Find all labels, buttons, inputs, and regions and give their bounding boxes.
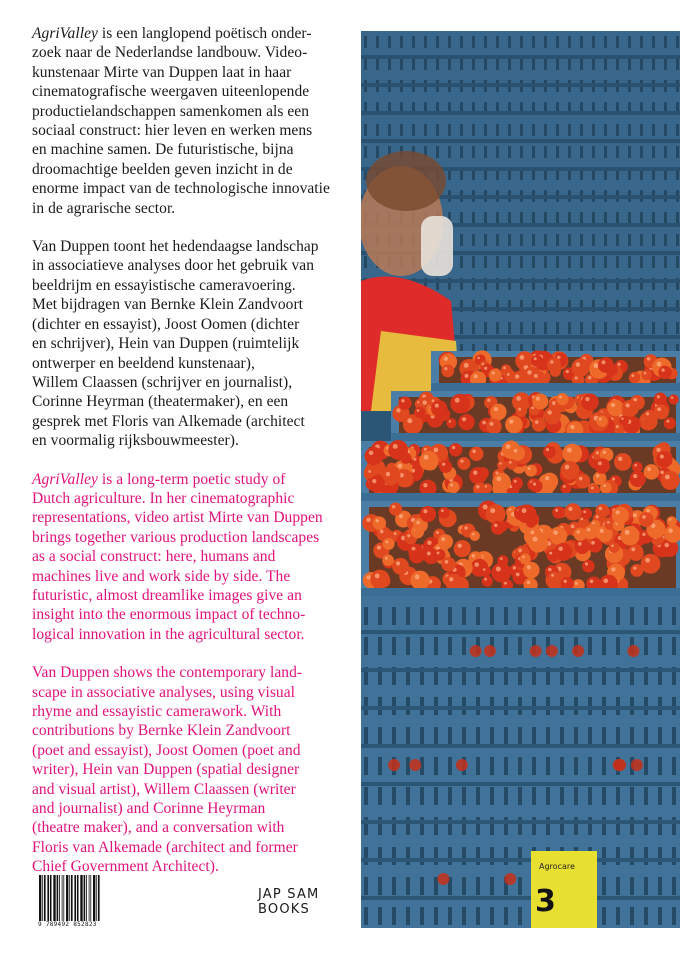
photo-tomato-crates <box>361 31 680 928</box>
label-brand: Agrocare <box>539 862 575 871</box>
crate-label <box>531 851 597 928</box>
dutch-title-italic: AgriValley <box>32 25 98 42</box>
english-title-italic: AgriValley <box>32 470 98 488</box>
dutch-paragraph-1-body: is een langlopend poëtisch onder- zoek naar de Nederlandse landbouw. Video- kunstenaar Mirte van Duppen laat in haar cinematografische weergaven uiteenlopende productielandschappen samenkomen als een sociaal construct: hier leven en werken mens en machine samen. De futuristische, bijna droomachtige beelden geven inzicht in de enorme impact van de technologische innovatie in de agrarische sector. <box>32 25 330 217</box>
dutch-paragraph-1 <box>32 24 344 218</box>
publisher-logo: JAP SAM BOOKS <box>258 887 320 917</box>
isbn-number: 9 789492 852823 <box>38 921 97 928</box>
crates-illustration <box>361 31 680 928</box>
back-cover-text <box>32 24 344 896</box>
english-paragraph-2: Van Duppen shows the contemporary land- scape in associative analyses, using visual rhyme and essayistic camerawork. With contributions by Bernke Klein Zandvoort (poet and essayist), Joost Oomen (poet and writer), Hein van Duppen (spatial designer and visual artist), Willem Claassen (writer and journalist) and Corinne Heyrman (theatre maker), and a conversation with Floris van Alkemade (architect and former Chief Government Architect). <box>32 664 303 876</box>
barcode <box>38 875 102 929</box>
barcode-graphic <box>38 875 102 921</box>
english-paragraph-1 <box>32 470 344 645</box>
dutch-paragraph-2: Van Duppen toont het hedendaagse landschap in associatieve analyses door het gebruik van beeldrijm en essayistische cameravoering. Met bijdragen van Bernke Klein Zandvoort (dichter en essayist), Joost Oomen (dichter en schrijver), Hein van Duppen (ruimtelijk ontwerper en beeldend kunstenaar), Willem Claassen (schrijver en journalist), Corinne Heyrman (theatermaker), en een gesprek met Floris van Alkemade (architect en voormalig rijksbouwmeester). <box>32 238 319 450</box>
english-paragraph-1-body: is a long-term poetic study of Dutch agriculture. In her cinematographic representations, video artist Mirte van Duppen brings together various production landscapes as a social construct: here, humans and machines live and work side by side. The futuristic, almost dreamlike images give an insight into the enormous impact of techno- logical innovation in the agricultural sector. <box>32 470 323 643</box>
label-number: 3 <box>535 884 556 919</box>
